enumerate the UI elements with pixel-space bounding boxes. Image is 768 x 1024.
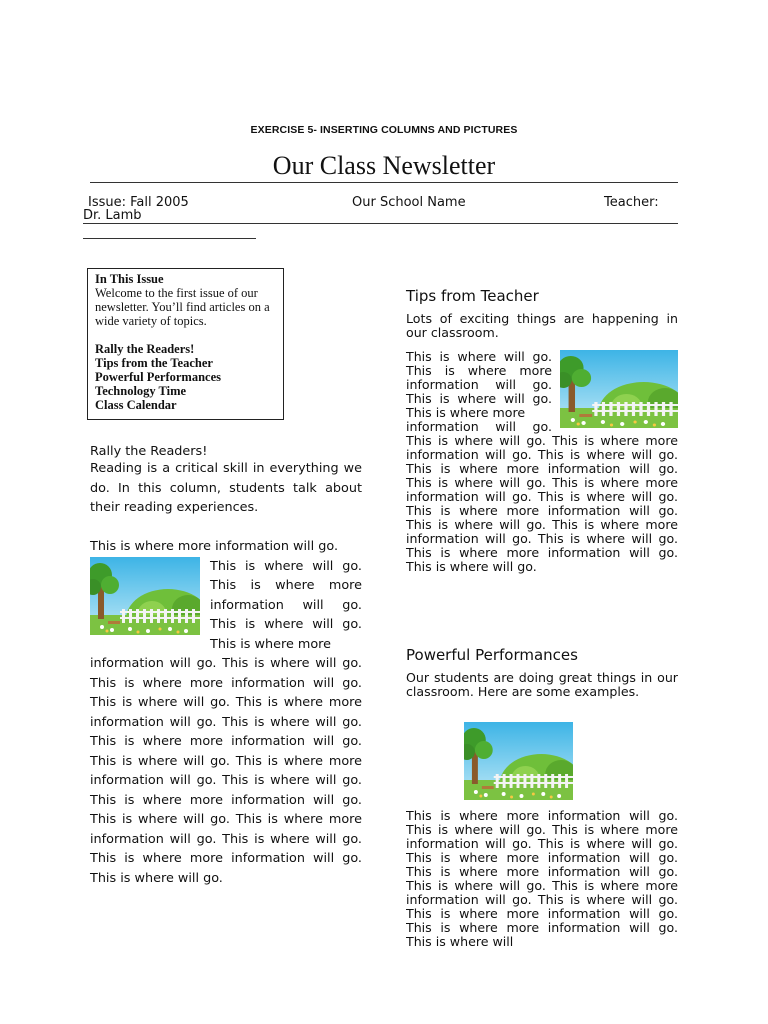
tips-beside-picture: This is where will go. This is where more information will go. This is where will go. This is where more	[406, 349, 552, 420]
title-divider	[90, 182, 678, 183]
rally-lead-line: This is where more information will go.	[90, 539, 339, 554]
topic-item: Rally the Readers!	[95, 342, 195, 356]
issue-label: Issue: Fall 2005	[88, 195, 189, 210]
topic-item: Class Calendar	[95, 398, 177, 412]
short-divider	[83, 238, 256, 239]
performances-section	[406, 671, 678, 699]
garden-picture-icon	[90, 557, 200, 635]
teacher-name: Dr. Lamb	[83, 208, 142, 223]
tips-heading: Tips from Teacher	[406, 287, 539, 305]
in-this-issue-box	[87, 268, 284, 420]
rally-heading: Rally the Readers!	[90, 444, 208, 459]
info-divider	[83, 223, 678, 224]
rally-body: information will go. This is where will go. This is where more information will go. This is where will go. This is where more information will go. This is where will go. This is where more information will go. This is where will go. This is where more information will go. This is where will go. This is where more information will go. This is where will go. This is where more information will go. This is where will go. This is where more information will go. This is where will go.	[90, 656, 362, 886]
topic-item: Powerful Performances	[95, 370, 221, 384]
rally-readers-column	[90, 445, 362, 888]
school-name: Our School Name	[352, 195, 466, 210]
garden-picture-icon	[464, 722, 573, 800]
box-topic-list	[95, 342, 276, 412]
perf-intro: Our students are doing great things in our classroom. Here are some examples.	[406, 670, 678, 699]
garden-picture-icon	[560, 350, 678, 428]
performances-body	[406, 809, 678, 955]
performances-heading: Powerful Performances	[406, 646, 578, 664]
teacher-label: Teacher:	[604, 195, 659, 210]
box-intro: Welcome to the first issue of our newsletter. You’ll find articles on a wide variety of topics.	[95, 286, 270, 328]
perf-body: This is where more information will go. This is where will go. This is where more information will go. This is where will go. This is where more information will go. This is where more information will go. This is where will go. This is where more information will go. This is where will go. This is where more information will go. This is where more information will go. This is where will	[406, 809, 678, 949]
tips-section	[406, 312, 678, 574]
rally-beside-picture: This is where will go. This is where more information will go. This is where will go. This is where more	[210, 558, 362, 652]
tips-intro: Lots of exciting things are happening in our classroom.	[406, 311, 678, 340]
rally-intro: Reading is a critical skill in everything we do. In this column, students talk about their reading experiences.	[90, 461, 362, 515]
topic-item: Technology Time	[95, 384, 187, 398]
newsletter-title: Our Class Newsletter	[272, 151, 496, 180]
exercise-title: EXERCISE 5- INSERTING COLUMNS AND PICTURES	[250, 124, 518, 136]
box-heading: In This Issue	[95, 272, 164, 286]
tips-body: information will go. This is where will go. This is where more information will go. This is where will go. This is where more information will go. This is where will go. This is where more information will go. This is where will go. This is where more information will go. This is where will go. This is where more information will go. This is where will go. This is where more information will go. This is where will go.	[406, 419, 678, 574]
topic-item: Tips from the Teacher	[95, 356, 213, 370]
